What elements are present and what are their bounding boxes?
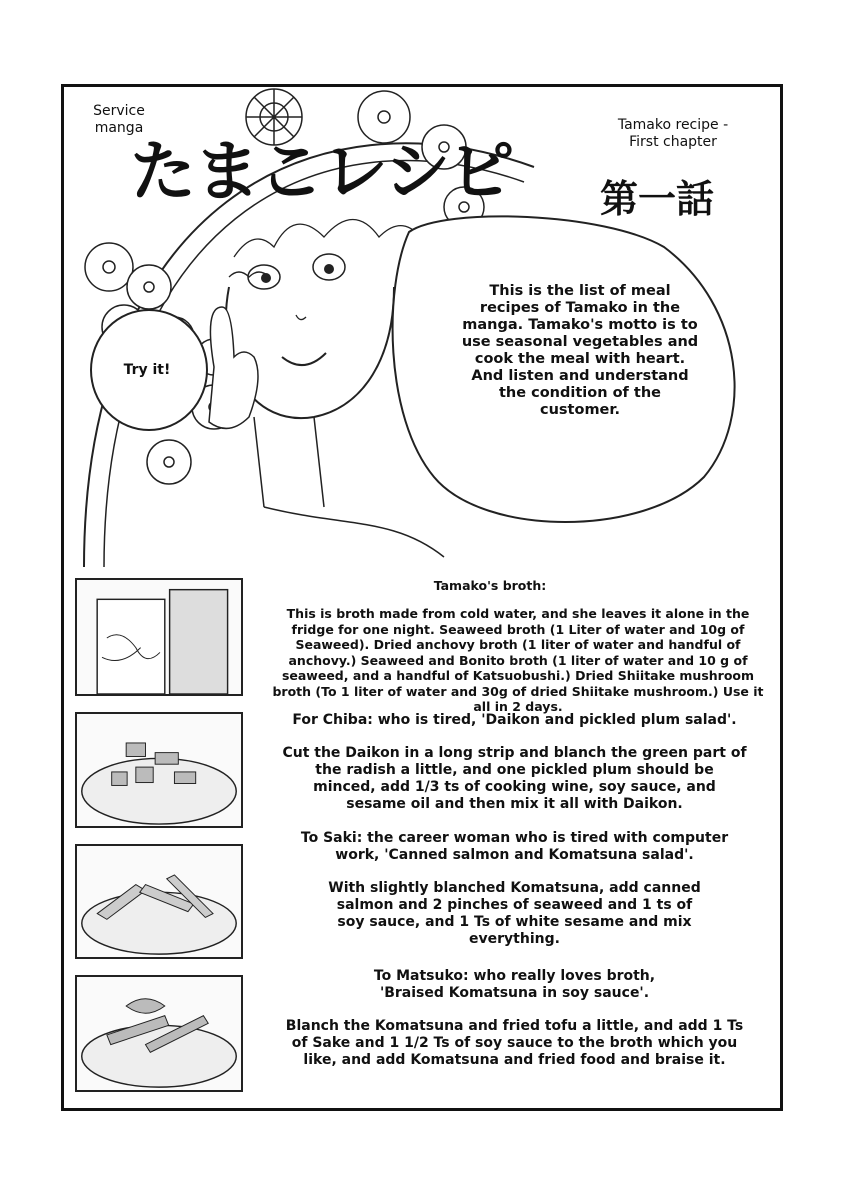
braised-komatsuna-image (75, 975, 243, 1092)
intro-bubble-text: This is the list of meal recipes of Tamako in the manga. Tamako's motto is to use seasonal vegetables and cook the meal with heart. And listen and understand the condition of the customer. (461, 283, 699, 418)
recipe-heading: For Chiba: who is tired, 'Daikon and pickled plum salad'. (292, 712, 737, 728)
title-jp: たまこレシピ (130, 133, 513, 210)
recipe-body: With slightly blanched Komatsuna, add canned salmon and 2 pinches of seaweed and 1 ts of soy sauce, and 1 Ts of white sesame and mix everything. (328, 880, 701, 947)
broth-body: This is broth made from cold water, and she leaves it alone in the fridge for one night. Seaweed broth (1 Liter of water and 10g of Seaweed). Dried anchovy broth (1 liter of water and handful of anchovy.) Seaweed and Bonito broth (1 liter of water and 10 g of seaweed, and a handful of Katsuobushi.) Dried Shiitake mushroom broth (To 1 liter of water and 30g of dried Shiitake mushroom.) Use it all in 2 days. (272, 606, 764, 714)
chapter-en-label: Tamako recipe - First chapter (617, 117, 729, 150)
daikon-salad-image (75, 712, 243, 828)
broth-title: Tamako's broth: (433, 578, 547, 593)
recipe-heading: To Matsuko: who really loves broth, 'Braised Komatsuna in soy sauce'. (373, 968, 656, 1001)
recipe-matsuko (262, 968, 767, 1069)
recipe-saki (262, 830, 767, 948)
recipe-chiba (262, 712, 767, 813)
recipe-heading: To Saki: the career woman who is tired with computer work, 'Canned salmon and Komatsuna salad'. (300, 830, 729, 863)
service-manga-label: Service manga (93, 103, 145, 136)
recipe-body: Cut the Daikon in a long strip and blanch the green part of the radish a little, and one pickled plum should be minced, add 1/3 ts of cooking wine, soy sauce, and sesame oil and then mix it all with Daikon. (282, 745, 747, 812)
try-it-text: Try it! (123, 362, 171, 378)
chapter-jp: 第一話 (600, 177, 715, 221)
recipe-body: Blanch the Komatsuna and fried tofu a little, and add 1 Ts of Sake and 1 1/2 Ts of soy sauce to the broth which you like, and add Komatsuna and fried food and braise it. (285, 1018, 744, 1068)
broth-bottles-image (75, 578, 243, 696)
salmon-komatsuna-salad-image (75, 844, 243, 959)
